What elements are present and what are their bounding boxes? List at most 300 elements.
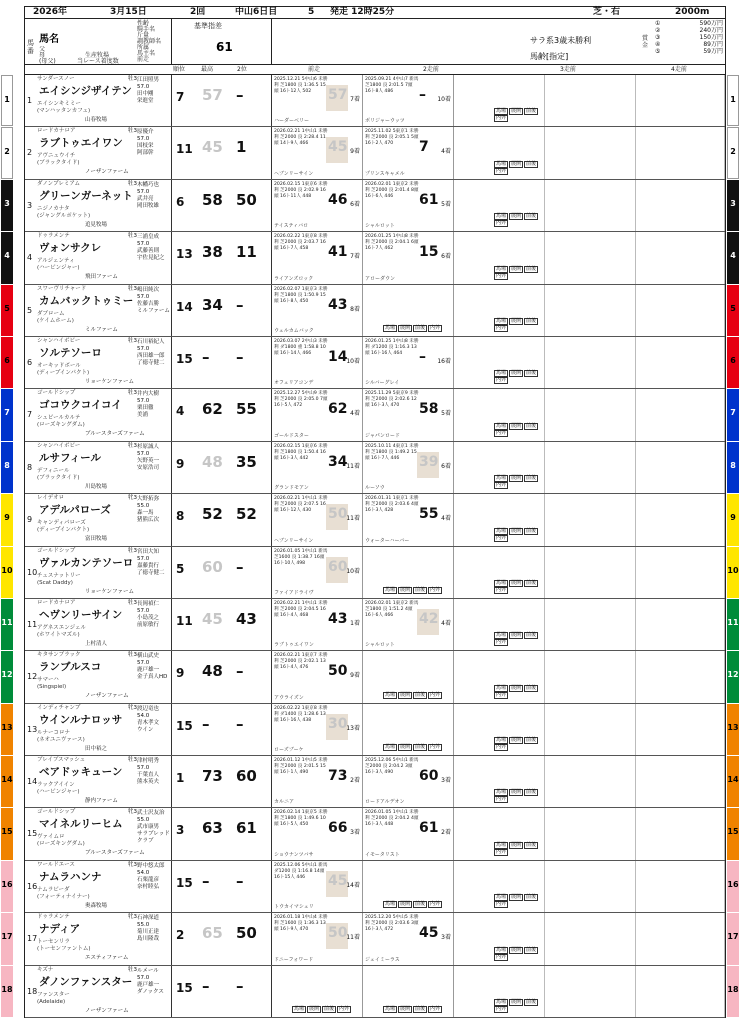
prev-run-winner: ウェルカムバック bbox=[274, 327, 314, 334]
umaban-number: 8 bbox=[730, 460, 736, 470]
jockey-field-owner: 岡田牧雄 bbox=[137, 202, 160, 209]
waku-color-bar bbox=[1, 127, 13, 178]
score-block bbox=[172, 913, 272, 964]
rank-value: 13 bbox=[176, 247, 193, 262]
broodsire-name: (ケイムホーム) bbox=[37, 317, 74, 324]
prev-run-winner: ゴールドスター bbox=[274, 432, 309, 439]
horse-name[interactable]: ラブトゥエイワン bbox=[39, 137, 123, 150]
prev-run-1[interactable] bbox=[272, 599, 363, 650]
prev-run-empty-4 bbox=[545, 337, 636, 388]
jockey-field-trainer: 矢野英一 bbox=[137, 457, 160, 464]
prev-run-finish: 4着 bbox=[441, 515, 451, 523]
farm-name: ノーザンファーム bbox=[85, 693, 129, 700]
jockey-field-jk2: 57.0 bbox=[137, 136, 150, 143]
prev-run-finish: 6着 bbox=[350, 200, 360, 208]
jockey-block bbox=[137, 706, 170, 734]
runner-row[interactable] bbox=[1, 913, 739, 965]
prev-run-2[interactable] bbox=[363, 337, 454, 388]
jockey-field-trainer: 石栗龍彦 bbox=[137, 876, 160, 883]
tag-1: 展開 bbox=[511, 946, 522, 953]
jockey-field-jockey: 石川裕紀人 bbox=[137, 338, 165, 345]
waku-color-bar bbox=[727, 704, 739, 755]
prev-run-empty-5 bbox=[636, 651, 725, 702]
second-score: 1 bbox=[236, 138, 247, 157]
column-header bbox=[25, 65, 725, 75]
prev-run-empty-5 bbox=[636, 285, 725, 336]
prev-run-info: 2025.12.21 5中山6 未勝利 芝1800 良 1:36.5 15頭 16ト12人 502 bbox=[274, 77, 328, 94]
farm-name: 川島牧場 bbox=[85, 483, 108, 490]
prev-run-1[interactable] bbox=[272, 442, 363, 493]
runner-row[interactable] bbox=[1, 704, 739, 756]
tag-3: 内外 bbox=[496, 429, 507, 436]
prize-place: ④ bbox=[655, 41, 661, 48]
prev-run-1[interactable] bbox=[272, 285, 363, 336]
prev-run-1[interactable] bbox=[272, 127, 363, 178]
horse-name[interactable]: ヴォンサクレ bbox=[39, 242, 102, 255]
umaban-number: 18 bbox=[1, 984, 13, 994]
prev-run-empty-3 bbox=[454, 232, 545, 283]
jockey-field-jk2: 57.0 bbox=[137, 241, 150, 248]
jockey-field-owner: ダノックス bbox=[137, 988, 164, 995]
prev-run-winner: トウカイマシェリ bbox=[274, 904, 314, 911]
score-block bbox=[172, 704, 272, 755]
waku-color-bar bbox=[1, 547, 13, 598]
prev-run-2[interactable] bbox=[363, 494, 454, 545]
prev-run-2[interactable] bbox=[363, 389, 454, 440]
dam-label: 母 bbox=[39, 52, 46, 59]
prev-run-1[interactable] bbox=[272, 651, 363, 702]
prize-place: ③ bbox=[655, 34, 661, 41]
prev-run-2[interactable] bbox=[363, 913, 454, 964]
horse-info bbox=[25, 547, 172, 598]
prev-run-info: 2026.02.22 1東京8 未勝利 ダ1400 良 1:28.6 13頭 16ト16人 438 bbox=[274, 705, 328, 723]
second-score: – bbox=[236, 871, 244, 890]
sire-name: ゴールドシップ bbox=[37, 390, 76, 397]
sire-name: インディチャンプ bbox=[37, 704, 81, 711]
tag-0: 馬場 bbox=[385, 586, 396, 593]
runner-row[interactable] bbox=[1, 547, 739, 599]
second-score: 11 bbox=[236, 243, 257, 262]
prev-run-empty-3 bbox=[454, 180, 545, 231]
tag-1: 展開 bbox=[511, 265, 522, 272]
jockey-field-owner: 栄進堂 bbox=[137, 98, 154, 104]
prev-run-2[interactable] bbox=[363, 285, 454, 336]
runner-row[interactable] bbox=[1, 966, 739, 1018]
umaban-number: 9 bbox=[4, 513, 10, 523]
prev-run-2[interactable] bbox=[363, 547, 454, 598]
sire-name: ブレイブスマッシュ bbox=[37, 757, 86, 764]
dam-name: ヴァイムロ bbox=[37, 834, 65, 841]
row-number: 10 bbox=[27, 567, 38, 577]
best-score: 62 bbox=[202, 400, 223, 419]
prev-run-finish: 9着 bbox=[350, 148, 360, 156]
col-second: 2位 bbox=[237, 66, 247, 73]
track-tags bbox=[494, 108, 544, 122]
tag-3: 内外 bbox=[496, 1006, 507, 1013]
jockey-field-jockey: 三浦皇成 bbox=[137, 234, 160, 241]
tag-1: 展開 bbox=[511, 841, 522, 848]
jockey-block bbox=[137, 653, 170, 681]
prev-run-1[interactable] bbox=[272, 808, 363, 859]
second-score: 61 bbox=[236, 819, 257, 838]
prev-run-2[interactable] bbox=[363, 75, 454, 126]
prev-run-winner: ヘブンリーサイン bbox=[274, 537, 314, 544]
runner-row[interactable] bbox=[4, 389, 736, 441]
horse-name[interactable]: ウインルナロッサ bbox=[39, 713, 123, 726]
sire-name: シャンハイボビー bbox=[37, 337, 81, 344]
tag-1: 展開 bbox=[511, 632, 522, 639]
runner-row[interactable] bbox=[4, 232, 736, 284]
jockey-field-owner: サラブレッドクラブ bbox=[137, 831, 170, 845]
score-block bbox=[172, 547, 272, 598]
umaban-number: 16 bbox=[727, 879, 739, 889]
horse-name[interactable]: ヴァルカンテソーロ bbox=[39, 556, 134, 569]
tag-1: 展開 bbox=[400, 901, 411, 908]
runner-row[interactable] bbox=[4, 494, 736, 546]
tag-1: 展開 bbox=[400, 744, 411, 751]
sex-age: 牡3 bbox=[128, 390, 137, 397]
rank-value: 1 bbox=[176, 771, 185, 786]
prev-run-1[interactable] bbox=[272, 389, 363, 440]
col-prev2: 2走前 bbox=[423, 66, 439, 73]
prev-run-empty-3 bbox=[454, 547, 545, 598]
jockey-field-jockey: 井内大樹 bbox=[137, 391, 160, 398]
prev-run-finish: 4着 bbox=[441, 148, 451, 156]
prev-run-1[interactable] bbox=[272, 913, 363, 964]
prev-run-winner: グランドモアン bbox=[274, 485, 309, 492]
prev-run-score: 45 bbox=[328, 872, 348, 889]
runner-row[interactable] bbox=[4, 75, 736, 127]
prev-run-winner: ジェイミーラス bbox=[365, 956, 400, 963]
prev-run-finish: 10着 bbox=[346, 357, 360, 365]
prev-run-empty-3 bbox=[454, 651, 545, 702]
score-block bbox=[172, 232, 272, 283]
waku-color-bar bbox=[1, 180, 13, 231]
runner-row[interactable] bbox=[4, 127, 736, 179]
horse-info bbox=[25, 494, 172, 545]
tag-1: 展開 bbox=[511, 737, 522, 744]
dam-name: ルナーコロナ bbox=[37, 729, 71, 736]
horse-info bbox=[25, 651, 172, 702]
tag-2: 前後 bbox=[415, 324, 426, 331]
runner-row[interactable] bbox=[1, 808, 739, 860]
score-block bbox=[172, 494, 272, 545]
jockey-field-jockey: 大野拓弥 bbox=[137, 496, 160, 503]
post-time: 発走 12時25分 bbox=[330, 7, 395, 17]
waku-color-bar bbox=[1, 389, 13, 440]
prev-run-2[interactable] bbox=[363, 808, 454, 859]
prev-run-info: 2025.10.11 4東京1 未勝利 芝1800 良 1:49.2 15頭 16ト7人 446 bbox=[365, 443, 419, 461]
jockey-block bbox=[137, 287, 170, 315]
farm-name: ノーザンファーム bbox=[85, 1007, 129, 1014]
horse-name[interactable]: カムバックトゥミー bbox=[39, 294, 134, 307]
umaban-number: 1 bbox=[4, 95, 10, 104]
prev-run-finish: 11着 bbox=[346, 462, 360, 470]
prev-run-1[interactable] bbox=[272, 704, 363, 755]
runner-row[interactable] bbox=[1, 756, 739, 808]
horse-info bbox=[25, 808, 172, 859]
jockey-field-trainer: 栗田徹 bbox=[137, 405, 154, 412]
horse-info bbox=[25, 285, 172, 336]
prev-run-winner: ロードアルデオン bbox=[365, 799, 405, 806]
prev-run-empty-4 bbox=[545, 442, 636, 493]
prev-run-2[interactable] bbox=[363, 180, 454, 231]
horse-name[interactable]: ルサフィール bbox=[39, 451, 101, 464]
second-score: 52 bbox=[236, 505, 257, 524]
sire-name: ゴールドシップ bbox=[37, 809, 76, 816]
prev-run-empty-3 bbox=[454, 704, 545, 755]
prev-run-1[interactable] bbox=[272, 966, 363, 1017]
prev-run-empty-4 bbox=[545, 494, 636, 545]
prev-run-finish: 14着 bbox=[346, 881, 360, 889]
prev-run-finish: 6着 bbox=[441, 462, 451, 470]
tag-2: 前後 bbox=[526, 370, 537, 377]
horse-name[interactable]: ゴコウクコイコイ bbox=[39, 399, 122, 412]
umaban-number: 5 bbox=[4, 303, 10, 313]
dam-name: デフィニール bbox=[37, 467, 70, 474]
prev-run-1[interactable] bbox=[272, 180, 363, 231]
tag-3: 内外 bbox=[339, 1006, 350, 1013]
track-tags bbox=[494, 423, 544, 437]
best-score: 34 bbox=[202, 295, 223, 314]
col-prev4: 4走前 bbox=[671, 66, 687, 73]
horse-name[interactable]: アデルパローズ bbox=[39, 504, 111, 517]
tag-3: 内外 bbox=[496, 377, 507, 384]
jockey-field-trainer: 鹿戸雄一 bbox=[137, 981, 160, 988]
tag-0: 馬場 bbox=[496, 999, 507, 1006]
prev-run-winner: ウォーターハーバー bbox=[365, 537, 410, 544]
runner-row[interactable] bbox=[1, 599, 739, 651]
sire-name: ロードカナロア bbox=[37, 128, 76, 135]
prev-run-1[interactable] bbox=[272, 75, 363, 126]
prev-run-2[interactable] bbox=[363, 861, 454, 912]
prev-run-info: 2026.01.18 1中山4 未勝利 芝1600 良 1:36.3 13頭 16ト9人 470 bbox=[274, 915, 328, 933]
row-number: 17 bbox=[27, 934, 38, 944]
farm-name: リョーケンファーム bbox=[85, 378, 134, 385]
prev-run-score: 30 bbox=[328, 715, 348, 732]
prev-run-info: 2026.02.15 1東京6 未勝利 芝2000 良 2:02.9 16頭 16ト11人 448 bbox=[274, 181, 328, 199]
jockey-block bbox=[137, 234, 170, 262]
prev-run-score: 61 bbox=[419, 820, 439, 837]
horse-name[interactable]: ランブルスコ bbox=[39, 661, 102, 674]
tag-0: 馬場 bbox=[385, 1006, 396, 1013]
prev-run-finish: 4着 bbox=[350, 410, 360, 418]
jockey-field-owner: 了徳寺健二 bbox=[137, 569, 165, 576]
dam-name: アグネスエンジェル bbox=[37, 624, 87, 631]
best-score: 48 bbox=[202, 452, 223, 471]
prev-run-finish: 9着 bbox=[350, 672, 360, 680]
prev-run-info: 2026.02.15 1東京6 未勝利 芝1800 良 1:50.4 16頭 16ト3人 442 bbox=[274, 443, 328, 461]
runner-row[interactable] bbox=[4, 180, 736, 232]
broodsire-name: (ホワイトマズル) bbox=[37, 631, 80, 638]
horse-info bbox=[25, 704, 172, 755]
rank-value: 15 bbox=[176, 351, 193, 366]
sex-age: 牡3 bbox=[128, 128, 137, 135]
row-number: 4 bbox=[27, 253, 33, 263]
prize-place: ② bbox=[655, 27, 661, 34]
tag-3: 内外 bbox=[496, 272, 507, 279]
prize-amount: 59万円 bbox=[703, 48, 723, 55]
umaban-number: 13 bbox=[727, 722, 739, 732]
prev-run-info: 2026.02.21 1中山1 未勝利 芝2000 良 2:28.4 11頭 14ト9人 466 bbox=[274, 129, 328, 147]
umaban-number: 17 bbox=[1, 932, 13, 942]
prize-amount: 89万円 bbox=[703, 41, 723, 48]
runner-row[interactable] bbox=[1, 861, 739, 913]
race-condition: 馬齢[指定] bbox=[530, 52, 569, 61]
jockey-block bbox=[137, 549, 170, 577]
prev-run-winner: イモータリスト bbox=[365, 851, 400, 858]
prev-run-2[interactable] bbox=[363, 966, 454, 1017]
tag-3: 内外 bbox=[496, 482, 507, 489]
jockey-field-trainer: 嘉藤貴行 bbox=[137, 562, 160, 569]
sex-age: 牡3 bbox=[128, 76, 137, 82]
prev-run-1[interactable] bbox=[272, 547, 363, 598]
prev-run-winner: ローズブーケ bbox=[274, 747, 304, 754]
tag-3: 内外 bbox=[496, 534, 507, 541]
prev-run-2[interactable] bbox=[363, 127, 454, 178]
horse-name[interactable]: グリーンガーネット bbox=[39, 189, 133, 202]
track-tags bbox=[383, 744, 443, 751]
jockey-field-jockey: 石神深道 bbox=[137, 915, 160, 922]
horse-name[interactable]: ナディア bbox=[39, 923, 81, 936]
jockey-field-jk2: 57.0 bbox=[137, 398, 150, 405]
waku-color-bar bbox=[727, 547, 739, 598]
best-score: 45 bbox=[202, 138, 223, 157]
prev-run-info: 2025.11.02 5東京1 未勝利 芝2000 良 2:05.1 5頭 16ト2人 470 bbox=[365, 129, 419, 147]
rank-value: 11 bbox=[176, 613, 193, 628]
horse-name[interactable]: ナムラハンナ bbox=[39, 870, 102, 883]
prev-run-score: 43 bbox=[328, 296, 348, 313]
horse-name[interactable]: エイシンジザイテン bbox=[39, 85, 132, 97]
jockey-field-jk2: 57.0 bbox=[137, 765, 150, 772]
second-score: 60 bbox=[236, 767, 257, 786]
rank-value: 11 bbox=[176, 142, 193, 157]
tag-0: 馬場 bbox=[496, 160, 507, 167]
prev-run-2[interactable] bbox=[363, 756, 454, 807]
tag-2: 前後 bbox=[526, 213, 537, 220]
horse-name[interactable]: ソルテソーロ bbox=[39, 346, 102, 359]
second-score: – bbox=[236, 557, 244, 576]
jockey-field-jockey: 野中悠太郎 bbox=[137, 862, 165, 869]
broodsire-name: (ネオユニヴァース) bbox=[37, 736, 85, 743]
sheet-subheader bbox=[25, 19, 725, 65]
sex-age: 牡3 bbox=[128, 599, 137, 606]
horse-name[interactable]: マイネルリーヒム bbox=[39, 818, 123, 831]
second-score: 35 bbox=[236, 452, 257, 471]
best-score: – bbox=[202, 976, 210, 995]
tag-1: 展開 bbox=[511, 894, 522, 901]
sex-age: 牡3 bbox=[128, 180, 137, 187]
runner-row[interactable] bbox=[4, 337, 736, 389]
jockey-field-trainer: 武井亮 bbox=[137, 195, 154, 202]
horse-name[interactable]: ヘヴンリーサイン bbox=[39, 608, 123, 621]
tag-0: 馬場 bbox=[496, 632, 507, 639]
track-tags bbox=[494, 789, 544, 803]
tag-3: 内外 bbox=[496, 586, 507, 593]
tag-1: 展開 bbox=[511, 213, 522, 220]
prev-run-empty-5 bbox=[636, 232, 725, 283]
track-tags bbox=[494, 842, 544, 856]
record-label: 当レース着度数 bbox=[77, 58, 119, 65]
prev-run-empty-4 bbox=[545, 756, 636, 807]
prev-run-info: 2026.02.21 1中山1 未勝利 芝2000 良 2:07.5 16頭 16ト12人 430 bbox=[274, 496, 328, 514]
prev-run-1[interactable] bbox=[272, 861, 363, 912]
prev-run-2[interactable] bbox=[363, 442, 454, 493]
umaban-number: 1 bbox=[730, 95, 736, 104]
waku-color-bar bbox=[727, 651, 739, 702]
prev-run-empty-5 bbox=[636, 389, 725, 440]
farm-name: リョーケンファーム bbox=[85, 588, 134, 595]
tag-3: 内外 bbox=[496, 639, 507, 646]
jockey-field-owner: 安原浩司 bbox=[137, 464, 160, 471]
tag-2: 前後 bbox=[526, 475, 537, 482]
runner-row[interactable] bbox=[4, 442, 736, 494]
prev-run-info: 2025.11.29 5東京9 未勝利 芝2000 良 2:02.6 12頭 16ト3人 470 bbox=[365, 391, 419, 409]
prev-run-empty-4 bbox=[545, 966, 636, 1017]
prev-run-2[interactable] bbox=[363, 704, 454, 755]
jockey-field-owner: ウイン bbox=[137, 726, 154, 733]
row-number: 8 bbox=[27, 462, 33, 472]
prev-run-info: 2025.09.21 4中山7 新馬 芝1800 良 2:01.5 7頭 16ト8人 486 bbox=[365, 77, 419, 94]
tag-2: 前後 bbox=[415, 1006, 426, 1013]
horse-name[interactable]: ダノンファンスター bbox=[39, 975, 133, 988]
jockey-field-trainer: 森一馬 bbox=[137, 510, 154, 517]
prize-label: 賞金 bbox=[642, 35, 649, 49]
prize-place: ① bbox=[655, 20, 661, 27]
prev-run-info: 2026.01.12 1中山5 未勝利 芝2000 良 2:01.5 15頭 16ト1人 490 bbox=[274, 758, 328, 776]
tag-0: 馬場 bbox=[496, 422, 507, 429]
prev-run-1[interactable] bbox=[272, 756, 363, 807]
rank-value: 3 bbox=[176, 823, 185, 838]
prev-run-1[interactable] bbox=[272, 232, 363, 283]
prev-run-winner: シャルロット bbox=[365, 642, 395, 649]
prev-run-winner: ジャパンロード bbox=[365, 432, 400, 439]
runner-row[interactable] bbox=[1, 651, 739, 703]
waku-color-bar bbox=[1, 494, 13, 545]
prev-run-winner: シルバーグレイ bbox=[365, 380, 400, 387]
tag-1: 展開 bbox=[400, 586, 411, 593]
prize-item bbox=[655, 49, 723, 56]
sire-name: シャンハイボビー bbox=[37, 442, 81, 449]
prev-run-2[interactable] bbox=[363, 232, 454, 283]
track-tags bbox=[383, 587, 443, 594]
runner-row[interactable] bbox=[4, 285, 736, 337]
prev-run-2[interactable] bbox=[363, 599, 454, 650]
horse-name[interactable]: ベアドッキューン bbox=[39, 766, 123, 779]
horse-info bbox=[25, 861, 172, 912]
second-score: – bbox=[236, 662, 244, 681]
jockey-block bbox=[137, 601, 170, 629]
dam-name: エイシンキミミー bbox=[37, 101, 81, 107]
waku-color-bar bbox=[1, 285, 13, 336]
prev-run-1[interactable] bbox=[272, 494, 363, 545]
second-score: 55 bbox=[236, 400, 257, 419]
track-tags bbox=[494, 266, 544, 280]
row-number: 18 bbox=[27, 986, 38, 996]
tag-1: 展開 bbox=[511, 789, 522, 796]
waku-color-bar bbox=[1, 232, 13, 283]
col-rank: 順位 bbox=[173, 66, 186, 73]
prev-run-2[interactable] bbox=[363, 651, 454, 702]
col-best: 最高 bbox=[201, 66, 214, 73]
prev-run-empty-5 bbox=[636, 547, 725, 598]
prev-run-1[interactable] bbox=[272, 337, 363, 388]
broodsire-name: (ローズキングダム) bbox=[37, 422, 85, 429]
dam-name: ファンスター bbox=[37, 991, 70, 998]
jockey-block bbox=[137, 968, 170, 996]
jockey-field-trainer: 田中剛 bbox=[137, 91, 154, 97]
jockey-field-owner: 熊本英夫 bbox=[137, 779, 160, 786]
